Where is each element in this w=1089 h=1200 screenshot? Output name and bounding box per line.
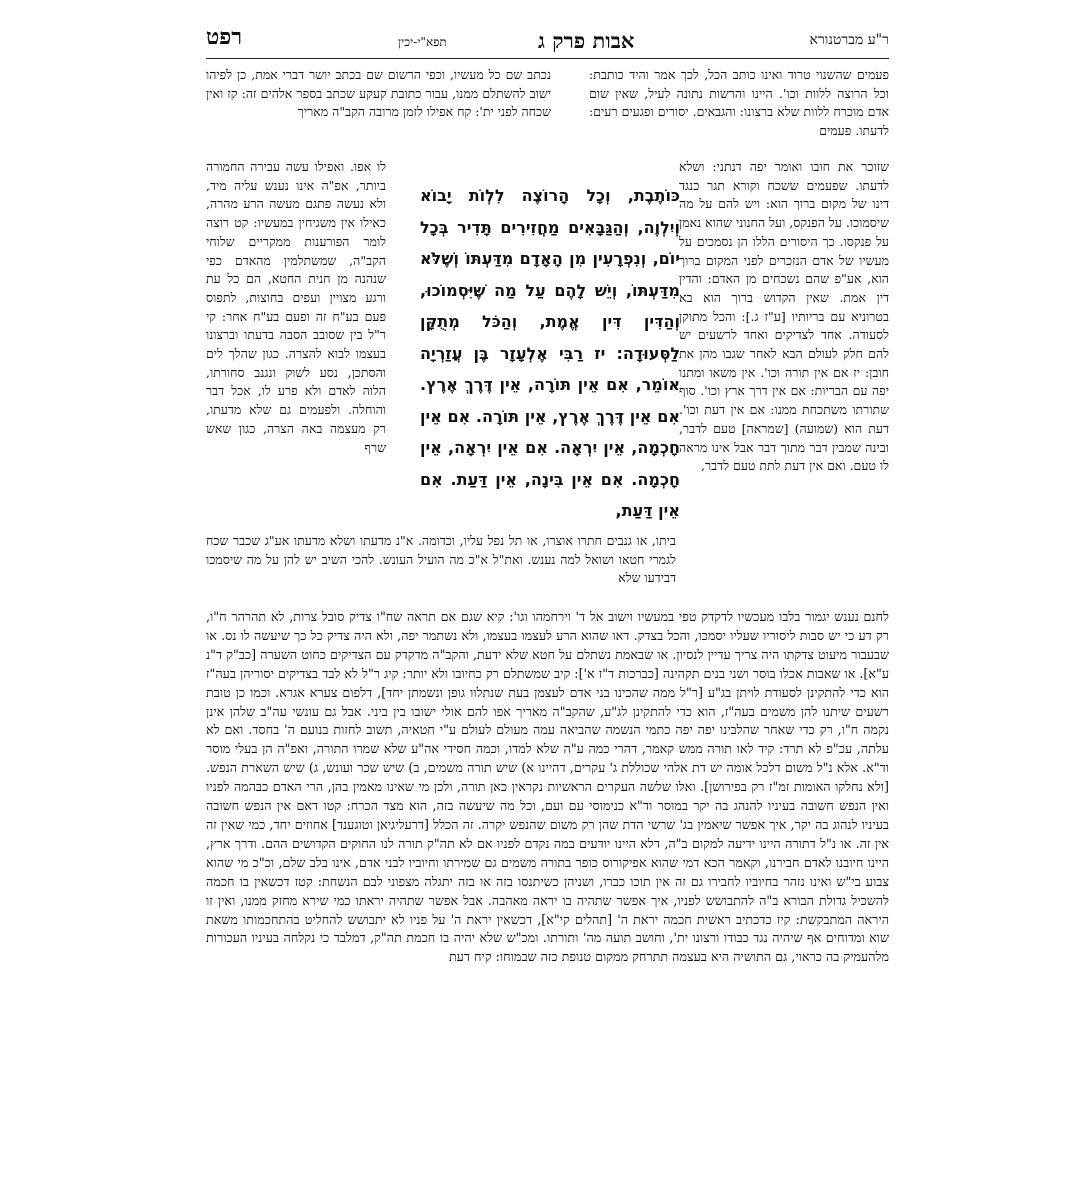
running-range: תפא"י-יכין [398, 35, 447, 49]
tiferet-column [206, 158, 386, 457]
bartenura-top-text: פעמים שהשנוי טרוד ואינו כותב הכל, לכך אמר והיד כותבת: וכל הרוצה ללוות וכו'. היינו והרשות נתונה לעיל, שאין שום אדם מוכרח ללוות שלא ברצונו: והגבאים. יסורים ופגעים רעים: לדעתו. פעמים [589, 67, 889, 139]
mishnah-text-block [420, 180, 680, 527]
header-divider [206, 58, 889, 59]
page-number: רפט [206, 24, 243, 50]
tiferet-commentary-text: לחנם נענש יגמור בלבו מעכשיו לדקדק טפי במעשיו וישוב אל ד' וירחמהו וגו': קיא שגם אם תראה שח"ו צדיק סובל צרות, לא תהרהר ח"ו, רק דע כי יש סבות ליסוריו שעליו יסמכו, והכל בצדק. דאו שהוא הרע לעצמו בעצמו, ולא נשתמר יפה, ולא היה צדיק כל כך שיעשה לו נס. או שבעבור מיעוט צדקתו היה צריך עדיין לנסיון. או שבאמת נשתלם על חטא שלא ידעת, והקב"ה מדקדק עם הצדיקים כחוט השערה [כב"ק ד"נ ע"א]. או שאבות אכלו בוסר ושני בנים תקהינה [כברכות ד"ז א']: קיב שמשתלם רק כחיובו ולא יותר: קיג ר"ל לא לבד בצדיקים יסוריהן בעה"ז הוא כדי להתקינן לסעודת לויתן בג"ע [ר"ל ממה שהכינו בני אדם לעצמן בעת שנתלוו גופן ונשמתן יחד], דלפום צערא אגרא. וכמו כן טובת רשעים שיתנו להן משמים בעה"ז, הוא כדי להתקינן לג"ע, שהקב"ה מאריך אפו להם אולי ישובו בין ביני. אבל גם עונשי עה"ב שלהן אינן נקמה ח"ו, רק כדי שאחר שהלבינו יפה יפה כתמי הנשמה שהביאה עמה מעולם לעולם ע"י חטאיה, תשוב לחזות בנועם ה' בחסד. ואם לא עלתה, עכ"פ לא תרד: קיד לאו תורה ממש קאמר, דהרי כמה ע"ה שלא למדו, וכמה חסידי אה"ע שלא שמרו התורה, ואפ"ה הן בעלי מוסר וד"א. אלא נ"ל משום דלכל אומה יש דת אלהי שכוללת ג' עקרים, דהיינו א) שיש תורה משמים, ב) שיש שכר ועונש, ג) שיש השארת הנפש. [ולא נחלקו האומות זמ"ז רק בפירושן]. ואלו שלשה העקרים הראשיות נקראין כאן תורה, ולכן מי שאינו מאמין בהן, הרי האדם כבהמה לפניו ואין הנפש חשובה בעיניו להנהג בה יקר במוסר וד"א כנימוסי עם ועם, וכל מה שיעשה בזה, הוא מצד הכרח: קטו דאם אין הנפש חשובה בעיניו לנהוג בה יקר, איך אפשר שיאמין בג' שרשי הדת שהן רק משום שהנפש יקרה. זה הכלל [דרעליגיאן וטוגענד] אחוזים יחד, כמי שאין זה אין זה. או נ"ל דתורה היינו ידיעה למקום ב"ה, דלא היינו יודעים במה נקדם לפניו אם לא תה"ק תורה לנו החוקים הקדושים ההם. ודרך ארץ, היינו חיובנו לאדם חבירנו, וקאמר הכא דמי שהוא אפיקורוס כופר בתורה משמים גם שמירתו וחיוביו לבני אדם, אינו בלב שלם, וכ"כ מי שהוא צבוע בי"ש ואינו נזהר בחיוביו לחבירו גם זה אין תוכו כברו, ושניהן כשיתנסו בזה או בזה יתגלה מצפוני לבם הנשחת: קטז דכשאין בו חכמה להשכיל גדולת הבורא ב"ה להתבושש לפניו, איך אפשר שתהיה בו יראה מאהבה. אבל אפשר שתהיה יראתו כמי שירא מחזק ממנו, ואין זו היראה המתבקשת: קיז כדכתיב ראשית חכמה יראת ה' [תהלים קי"א], דכשאין יראת ה' על פניו לא יתבושש להחליט בהתחכמותו משאת שוא ומדוחים אף שיהיה נגד כבודו ורצונו ית', וחושב תועה מה' ותורתו. ומכ"ש שלא יהיה בו חכמת תה"ק, דמלבד כי נקלחה בעיניו העכורות מלהעמיק בה כראוי, גם התושיה היא בעצמה תתרחק ממקום טנופת כזה שבמוחו: קיח דעת [206, 609, 889, 965]
bartenura-top [589, 66, 889, 141]
tiferet-commentary [206, 608, 889, 967]
tiferet-under-mishnah [206, 532, 676, 588]
mishnah-text: כּוֹתֶבֶת, וְכָל הָרוֹצֶה לִלְוֹת יָבוֹא וְיִלְוֶה, וְהַגַּבָּאִים מַחֲזִירִים תָּדִיר בְּכָל יוֹם, וְנִפְרָעִין מִן הָאָדָם מִדַּעְתּוֹ וְשֶׁלֹּא מִדַּעְתּוֹ, וְיֵשׁ לָהֶם עַל מַה שֶּׁיִּסְמוֹכוּ, וְהַדִּין דִּין אֱמֶת, וְהַכֹּל מְתֻקָּן לַסְּעוּדָה: יז רַבִּי אֶלְעָזָר בֶּן עֲזַרְיָה אוֹמֵר, אִם אֵין תּוֹרָה, אֵין דֶּרֶךְ אֶרֶץ. אִם אֵין דֶּרֶךְ אֶרֶץ, אֵין תּוֹרָה. אִם אֵין חָכְמָה, אֵין יִרְאָה. אִם אֵין יִרְאָה, אֵין חָכְמָה. אִם אֵין בִּינָה, אֵין דַּעַת. אִם אֵין דַּעַת, [420, 186, 680, 520]
tiferet-under-text: ביתו, או גנבים חתרו אוצרו, או תל נפל עליו, וכדומה. א"נ מדעתו ושלא מדעתו אע"ג שכבר שכח לגמרי חטאו ושואל למה נענש. ואת"ל א"כ מה הועיל העונש. להכי השיב יש להן על מה שיסמכו דבידעו שלא [206, 533, 676, 586]
bartenura-column [679, 158, 889, 476]
running-title: אבות פרק ג [538, 28, 635, 53]
tiferet-top [206, 66, 551, 122]
page-header [208, 28, 889, 58]
tiferet-top-text: נכתב שם כל מעשיו, וכפי הרשום שם בכתב יושר דברי אמת, כן לפיהו ישוב להשתלם ממנו, עבור כתובת קעקע שכתב בספר אלהים זה: קז ואין שכחה לפני ית': קח אפילו לזמן מרובה הקב"ה מאריך [206, 67, 551, 120]
bartenura-middle-text: שזוכר את חובו ואומר יפה דנתני: ושלא לדעתו. שפעמים ששכח וקורא תגר כנגד דינו של מקום ברוך הוא: ויש להם על מה שיסמוכו. על הפנקס, ועל החנוני שהוא נאמן על פנקסו. כך היסורים הללו הן נסמכים על מעשיו של אדם הנזכרים לפני המקום ברוך הוא, אע"פ שהם נשכחים מן האדם: והדין דין אמת. שאין הקדוש ברוך הוא בא בטרוניא עם בריותיו [ע"ז ג.]: והכל מתוקן לסעודה. אחד לצדיקים ואחד לרשעים יש להם חלק לעולם הבא לאחר שגבו מהן את חובן: יז אם אין תורה וכו'. אין משאו ומתנו יפה עם הבריות: אם אין דרך ארץ וכו'. סוף שתורתו משתכחת ממנו: אם אין דעת וכו'. דעת הוא (שמועה) [שמראה] טעם לדבר, ובינה שמבין דבר מתוך דבר אבל אינו מראה לו טעם. ואם אין דעת לתת טעם לדבר, [679, 159, 889, 474]
tiferet-middle-text: לו אפו. ואפילו עשה עבירה החמורה ביותר, אפ"ה אינו נענש עליה מיד, ולא נעשה פתגם מעשה הרע מהרה, כאילו אין משגיחין במעשיו: קט רוצה לומר הפורענות ממקריים שלוחי הקב"ה, שמשתלמין מהאדם כפי שנהנה מן חנית החטא, הם כל עת ורגע מצויין ועפים בחוצות, לתפוס פעם בע"ח זה ופעם בע"ח אחר: קי ר"ל בין שסובב הסבה בדעתו וברצונו בעצמו לבוא להצרה. כגון שהלך לים והסתכן, נסע לשוק ונגנב סחורתו, הלוה לאדם ולא פרע לו, אכל דבר והוחלה. ולפעמים גם שלא מדעתו, רק מעצמה באה הצרה, כגון שאש שרף [206, 159, 386, 455]
source-name: ר"ע מברטנורא [809, 32, 889, 48]
